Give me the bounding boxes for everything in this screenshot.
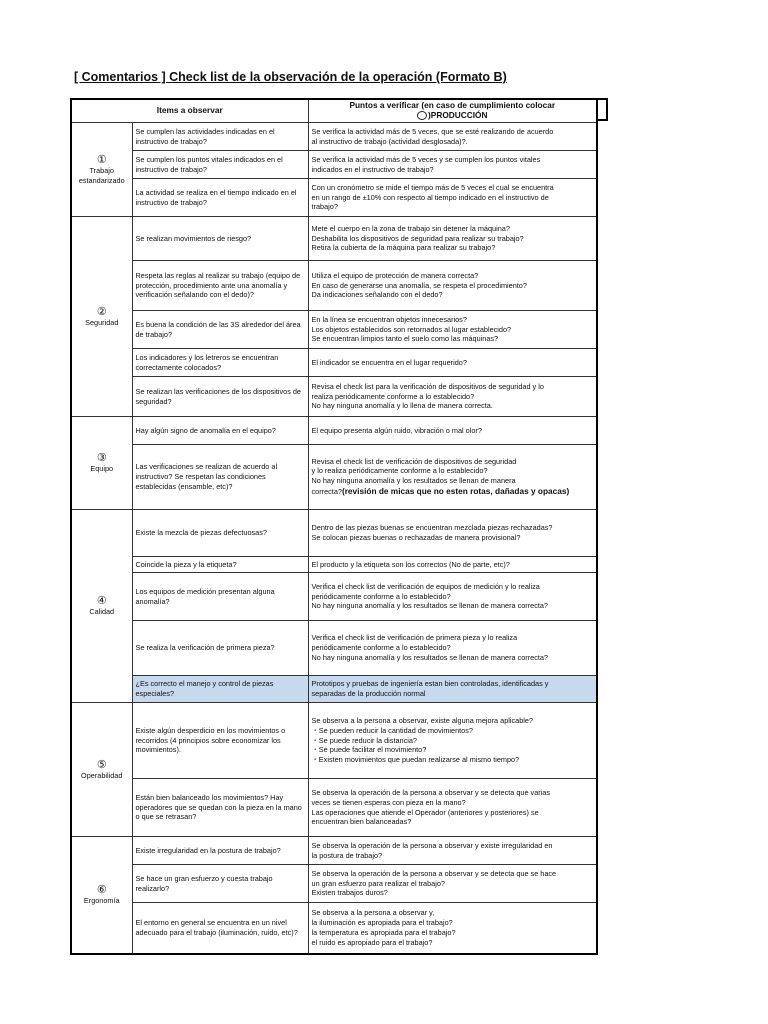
check-line: trabajo? xyxy=(311,202,338,212)
item-cell: Se hace un gran esfuerzo y cuesta trabajo realizarlo? xyxy=(132,865,308,903)
check-line: Prototipos y pruebas de ingeniería estan bien controladas, identificadas y xyxy=(311,679,549,689)
check-cell xyxy=(308,377,597,417)
table-row xyxy=(71,261,597,311)
check-line xyxy=(312,486,594,497)
item-cell: Los equipos de medición presentan alguna anomalía? xyxy=(132,573,308,621)
check-line: Dentro de las piezas buenas se encuentran mezclada piezas rechazadas? xyxy=(311,523,553,533)
item-cell: Respeta las reglas al realizar su trabajo (equipo de protección, procedimiento ante una anomalía y verificación señalando con el dedo)? xyxy=(132,261,308,311)
check-line: Con un cronómetro se mide el tiempo más de 5 veces el cual se encuentra xyxy=(311,182,554,192)
check-line: Revisa el check list para la verificación de dispositivos de seguridad y lo xyxy=(311,381,544,391)
table-row xyxy=(71,621,597,676)
category-label: Operabilidad xyxy=(81,770,123,780)
check-line: en un rango de ±10% con respecto al tiempo indicado en el instructivo de xyxy=(311,192,549,202)
item-cell: Se cumplen las actividades indicadas en el instructivo de trabajo? xyxy=(132,123,308,151)
check-line: realiza periódicamente conforme a lo establecido? xyxy=(311,391,475,401)
check-line: No hay ninguna anomalía y lo llena de manera correcta. xyxy=(311,401,493,411)
check-line: Se colocan piezas buenas o rechazadas de manera provisional? xyxy=(311,533,521,542)
category-cell xyxy=(71,217,132,417)
item-cell: Existe irregularidad en la postura de trabajo? xyxy=(132,837,308,865)
item-cell: Es buena la condición de las 3S alrededor del área de trabajo? xyxy=(132,311,308,349)
check-line: No hay ninguna anomalía y los resultados se llenan de manera correcta? xyxy=(311,652,548,662)
check-line: Se verifica la actividad más de 5 veces, que se esté realizando de acuerdo xyxy=(311,126,554,136)
table-row xyxy=(71,311,597,349)
category-cell xyxy=(71,510,132,703)
check-line: al instructivo de trabajo (actividad desglosada)?. xyxy=(311,136,468,146)
item-cell: Están bien balanceado los movimientos? Hay operadores que se quedan con la pieza en la mano o que se retrasan? xyxy=(132,779,308,837)
check-line: En la línea se encuentran objetos innecesarios? xyxy=(311,314,467,324)
item-cell: Se cumplen los puntos vitales indicados en el instructivo de trabajo? xyxy=(132,151,308,179)
category-label: Equipo xyxy=(90,464,114,474)
item-cell: Se realizan movimientos de riesgo? xyxy=(132,217,308,261)
check-line: Utiliza el equipo de protección de manera correcta? xyxy=(311,270,479,280)
check-line: la temperatura es apropiada para el trabajo? xyxy=(311,927,456,937)
check-line: ・Se pueden reducir la cantidad de movimientos? xyxy=(311,725,473,735)
check-line: ・Se puede facilitar el movimiento? xyxy=(311,745,427,755)
item-cell: ¿Es correcto el manejo y control de piezas especiales? xyxy=(132,676,308,703)
check-line: En caso de generarse una anomalía, se respeta el procedimiento? xyxy=(311,280,527,290)
check-line: Existen trabajos duros? xyxy=(311,888,388,898)
check-cell xyxy=(308,837,597,865)
check-line: ・Existen movimientos que puedan realizarse al mismo tiempo? xyxy=(311,755,520,765)
table-row xyxy=(71,865,597,903)
table-row xyxy=(71,417,597,445)
category-number: ③ xyxy=(96,452,107,465)
table-row xyxy=(71,837,597,865)
category-number: ① xyxy=(96,153,107,166)
check-cell xyxy=(308,621,597,676)
header-items: Items a observar xyxy=(71,99,308,123)
table-row xyxy=(71,573,597,621)
check-line: Verifica el check list de verificación de equipos de medición y lo realiza xyxy=(311,581,540,591)
header-extra-cell xyxy=(596,98,608,121)
check-line: Se verifica la actividad más de 5 veces y se cumplen los puntos vitales xyxy=(311,154,541,164)
check-line: No hay ninguna anomalía y los resultados se llenan de manera correcta? xyxy=(311,601,548,611)
check-line: Se encuentran limpios tanto el suelo como las máquinas? xyxy=(311,334,499,344)
check-line: Verifica el check list de verificación de primera pieza y lo realiza xyxy=(311,633,518,643)
check-line: El producto y la etiqueta son los correctos (No de parte, etc)? xyxy=(311,559,510,569)
table-row xyxy=(71,445,597,510)
check-line: la iluminación es apropiada para el trabajo? xyxy=(311,917,453,927)
category-cell xyxy=(71,703,132,837)
item-cell: Hay algún signo de anomalía en el equipo? xyxy=(132,417,308,445)
table-row xyxy=(71,779,597,837)
check-cell xyxy=(308,311,597,349)
check-line: Se observa a la persona a observar y, xyxy=(311,908,435,918)
category-label: Calidad xyxy=(89,607,115,617)
item-cell: Se realizan las verificaciones de los dispositivos de seguridad? xyxy=(132,377,308,417)
table-row xyxy=(71,703,597,779)
table-row xyxy=(71,903,597,954)
table-row xyxy=(71,179,597,217)
check-cell xyxy=(308,676,597,703)
item-cell: El entorno en general se encuentra en un nivel adecuado para el trabajo (iluminación, ruido, etc)? xyxy=(132,903,308,954)
header-check xyxy=(308,99,597,123)
check-line: El indicador se encuentra en el lugar requerido? xyxy=(311,357,467,367)
check-line: Se observa a la persona a observar, existe alguna mejora aplicable? xyxy=(311,715,533,725)
check-line: Se observa la operación de la persona a observar y se detecta que se hace xyxy=(311,868,557,878)
category-cell xyxy=(71,123,132,217)
table-row xyxy=(71,557,597,573)
item-cell: Coincide la pieza y la etiqueta? xyxy=(132,557,308,573)
table-row xyxy=(71,123,597,151)
item-cell: Existe algún desperdicio en los movimientos o recorridos (4 principios sobre economizar los movimientos). xyxy=(132,703,308,779)
table-row xyxy=(71,349,597,377)
table-row xyxy=(71,377,597,417)
check-line: No hay ninguna anomalía y los resultados se llenan de manera xyxy=(311,476,516,486)
check-line: y lo realiza periódicamente conforme a lo establecido? xyxy=(311,466,488,476)
check-cell xyxy=(308,179,597,217)
check-line: Las operaciones que atiende el Operador (anteriores y posteriores) se xyxy=(311,807,539,817)
category-label: Ergonomía xyxy=(83,895,120,905)
checklist-body xyxy=(71,123,597,954)
check-line: Retira la cubierta de la máquina para realizar su trabajo? xyxy=(311,243,496,253)
check-line: encuentran bien balanceadas? xyxy=(311,817,412,827)
check-line: Da indicaciones señalando con el dedo? xyxy=(311,290,443,300)
header-check-line1: Puntos a verificar (en caso de cumplimiento colocar xyxy=(349,100,556,111)
check-line: la postura de trabajo? xyxy=(311,850,383,860)
checklist-table xyxy=(70,98,598,955)
item-cell: Existe la mezcla de piezas defectuosas? xyxy=(132,510,308,557)
check-cell xyxy=(308,557,597,573)
check-line: el ruido es apropiado para el trabajo? xyxy=(311,937,433,947)
check-cell xyxy=(308,445,597,510)
check-line-bold-note: (revisión de micas que no esten rotas, dañadas y opacas) xyxy=(341,486,570,497)
table-row xyxy=(71,676,597,703)
category-number: ⑥ xyxy=(96,883,107,896)
check-line: separadas de la producción normal xyxy=(311,689,426,698)
category-number: ② xyxy=(96,305,107,318)
check-line: periódicamente conforme a lo establecido? xyxy=(311,643,451,653)
check-cell xyxy=(308,703,597,779)
check-cell xyxy=(308,779,597,837)
category-cell xyxy=(71,417,132,510)
category-cell xyxy=(71,837,132,954)
check-line: indicados en el instructivo de trabajo? xyxy=(311,164,434,174)
circle-mark-icon xyxy=(417,111,427,120)
check-cell xyxy=(308,417,597,445)
check-line: Se observa la operación de la persona a observar y se detecta que varias xyxy=(311,787,551,797)
category-number: ⑤ xyxy=(96,758,107,771)
check-line: Los objetos establecidos son retornados al lugar establecido? xyxy=(311,324,512,334)
check-line-prefix: correcta? xyxy=(311,487,342,497)
check-cell xyxy=(308,123,597,151)
check-line: Deshabilita los dispositivos de seguridad para realizar su trabajo? xyxy=(311,233,524,243)
category-label: estandarizado xyxy=(78,175,125,185)
check-line: veces se tienen esperas con pieza en la mano? xyxy=(311,797,466,807)
check-line: un gran esfuerzo para realizar el trabajo? xyxy=(311,878,445,888)
check-line: Se observa la operación de la persona a observar y existe irregularidad en xyxy=(311,840,553,850)
check-line: Revisa el check list de verificación de dispositivos de seguridad xyxy=(311,456,517,466)
item-cell: Los indicadores y los letreros se encuentran correctamente colocados? xyxy=(132,349,308,377)
check-cell xyxy=(308,510,597,557)
item-cell: La actividad se realiza en el tiempo indicado en el instructivo de trabajo? xyxy=(132,179,308,217)
check-line: El equipo presenta algún ruido, vibración o mal olor? xyxy=(311,425,482,435)
check-cell xyxy=(308,349,597,377)
check-line: Mete el cuerpo en la zona de trabajo sin detener la máquina? xyxy=(311,223,510,233)
table-row xyxy=(71,151,597,179)
category-number: ④ xyxy=(96,595,107,608)
header-check-line2: )PRODUCCIÓN xyxy=(428,110,488,120)
category-label: Trabajo xyxy=(89,165,114,175)
check-line: periódicamente conforme a lo establecido? xyxy=(311,591,451,601)
check-cell xyxy=(308,573,597,621)
check-cell xyxy=(308,151,597,179)
check-cell xyxy=(308,903,597,954)
item-cell: Se realiza la verificación de primera pieza? xyxy=(132,621,308,676)
table-row xyxy=(71,510,597,557)
header-row xyxy=(71,99,597,123)
check-cell xyxy=(308,865,597,903)
item-cell: Las verificaciones se realizan de acuerdo al instructivo? Se respetan las condiciones establecidas (ensamble, etc)? xyxy=(132,445,308,510)
check-cell xyxy=(308,261,597,311)
check-cell xyxy=(308,217,597,261)
table-row xyxy=(71,217,597,261)
category-label: Seguridad xyxy=(85,317,119,327)
check-line: ・Se puede reducir la distancia? xyxy=(311,735,417,745)
document-title: [ Comentarios ] Check list de la observación de la operación (Formato B) xyxy=(74,70,507,84)
